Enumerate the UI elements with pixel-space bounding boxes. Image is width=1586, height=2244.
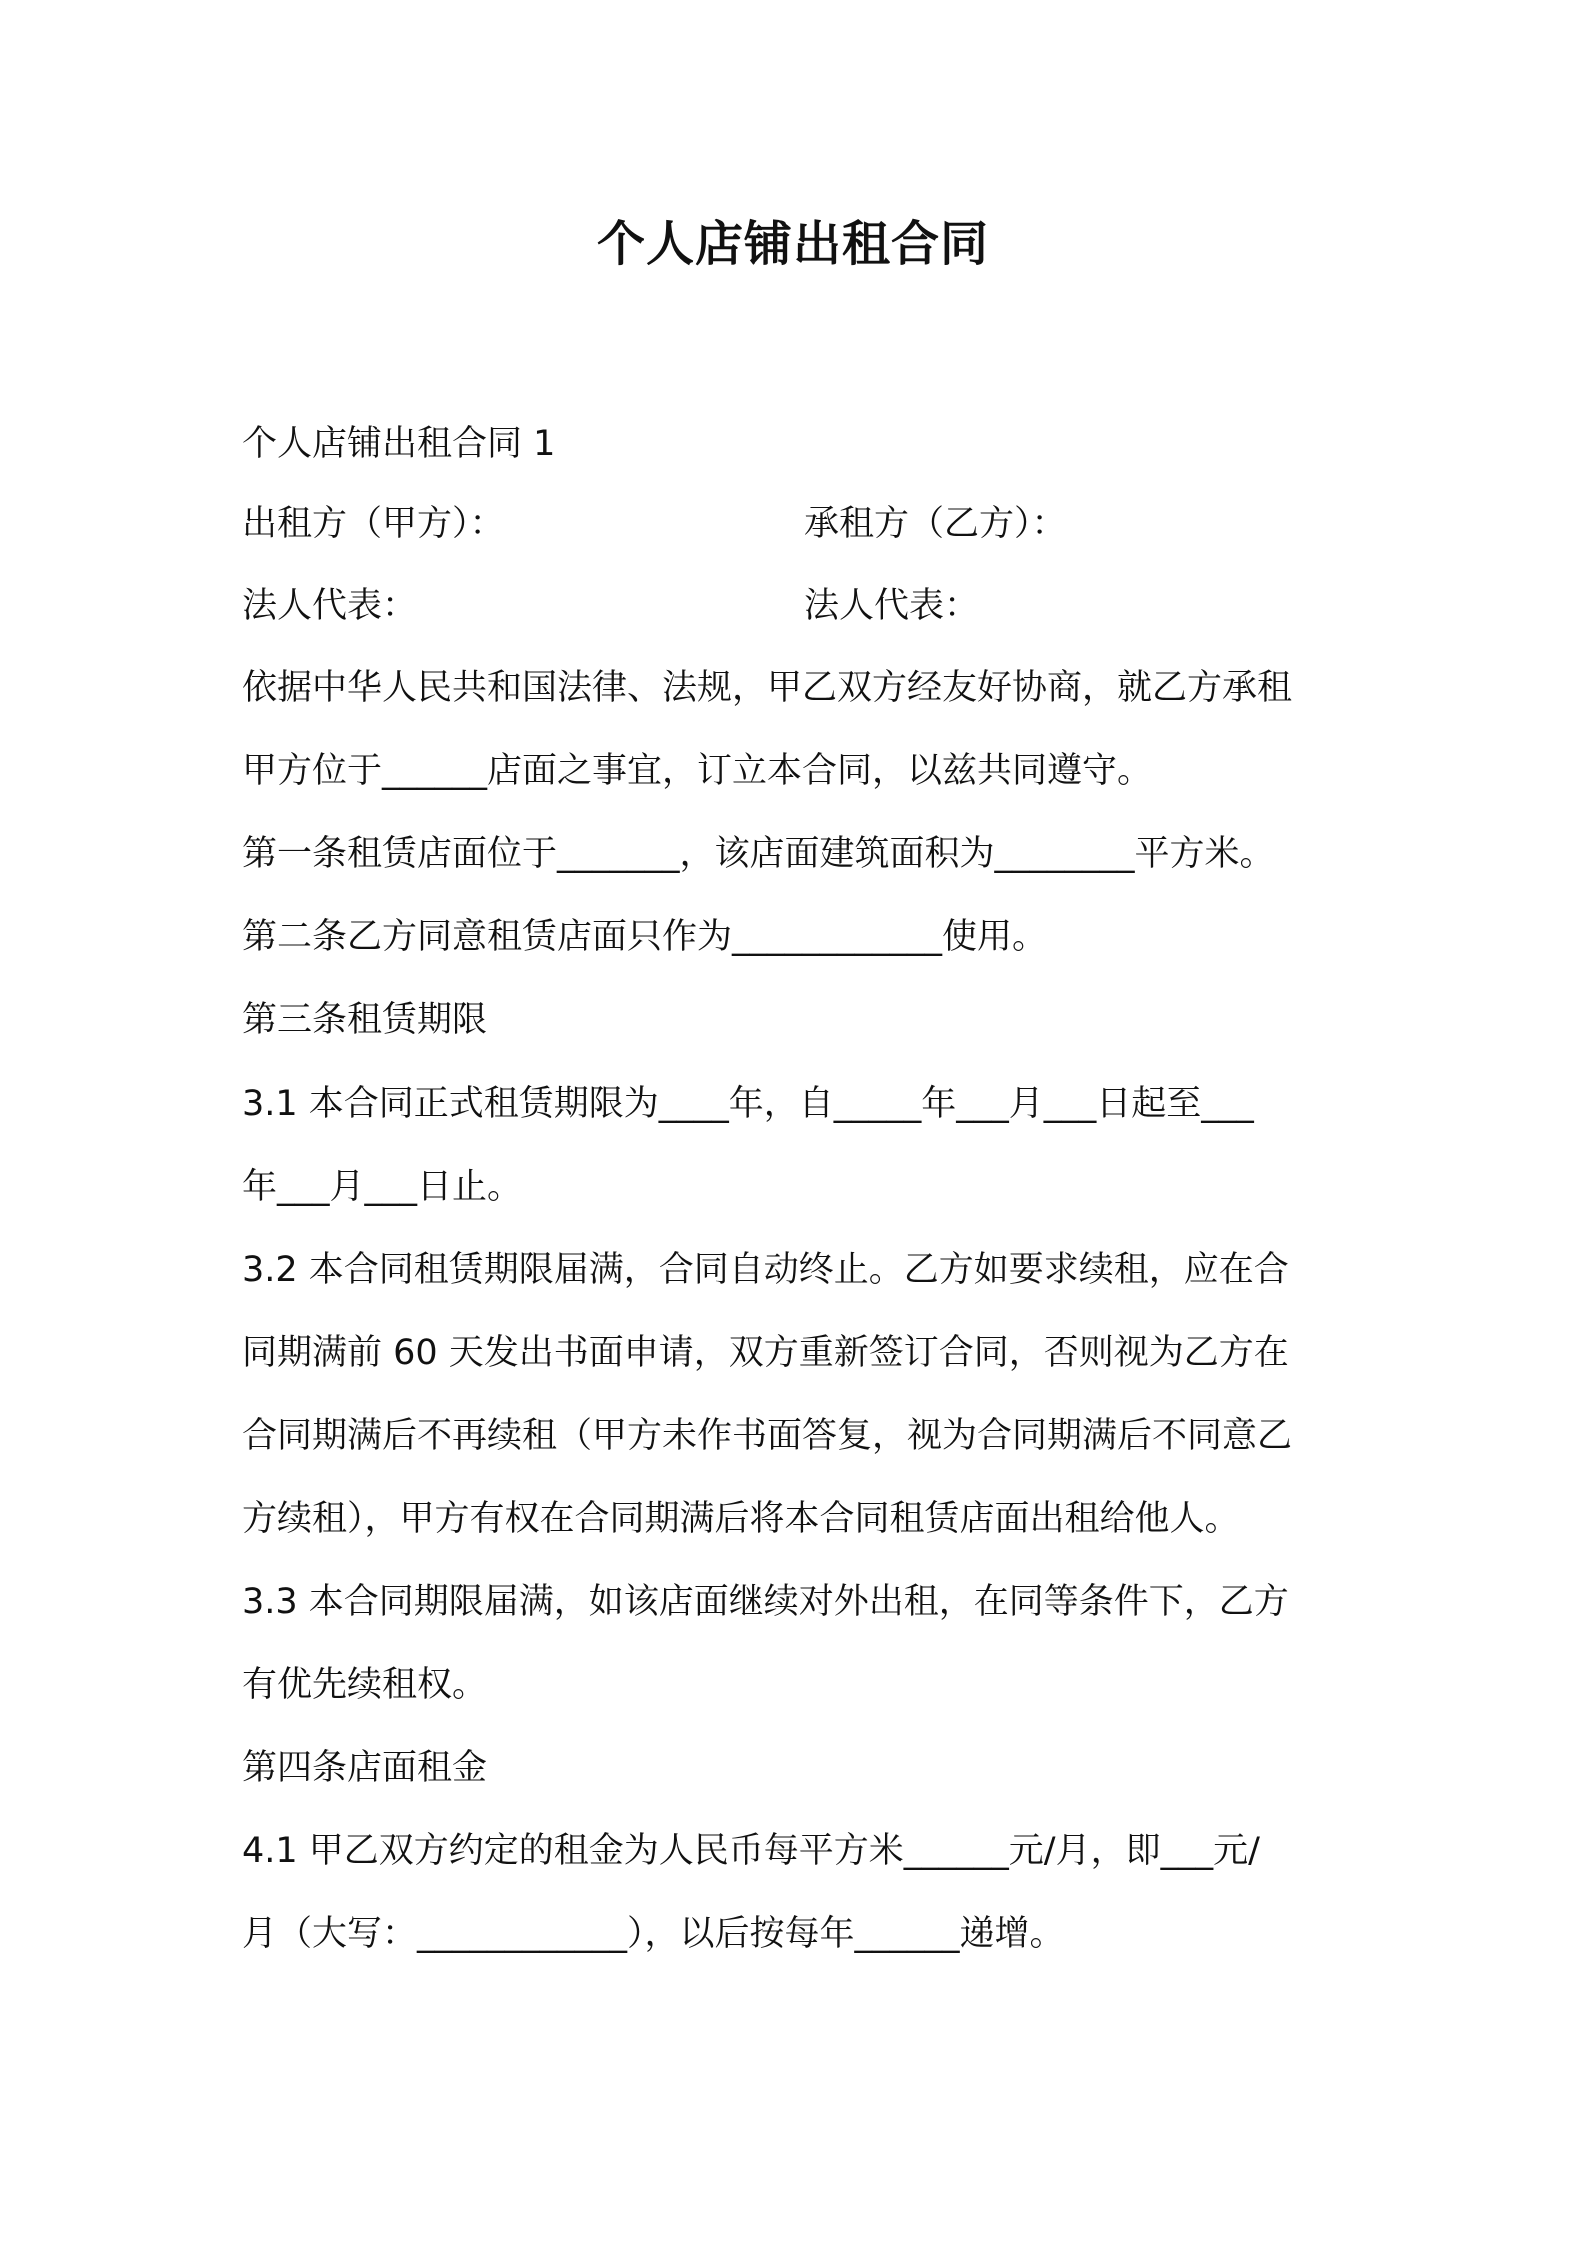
lessor-rep-label: 法人代表： xyxy=(242,586,418,626)
paragraph-line: 3.2 本合同租赁期限届满，合同自动终止。乙方如要求续租，应在合 xyxy=(242,1250,1289,1290)
section-heading: 第三条租赁期限 xyxy=(242,1000,488,1040)
paragraph-line: 依据中华人民共和国法律、法规，甲乙双方经友好协商，就乙方承租 xyxy=(242,668,1293,708)
paragraph-line: 有优先续租权。 xyxy=(242,1665,488,1705)
contract-subtitle: 个人店铺出租合同 1 xyxy=(242,424,556,464)
lessee-rep-label: 法人代表： xyxy=(804,586,980,626)
paragraph-line: 第一条租赁店面位于_______，该店面建筑面积为________平方米。 xyxy=(242,834,1275,874)
section-heading: 第四条店面租金 xyxy=(242,1748,488,1788)
paragraph-line: 3.1 本合同正式租赁期限为____年，自_____年___月___日起至___ xyxy=(242,1084,1254,1124)
paragraph-line: 甲方位于______店面之事宜，订立本合同，以兹共同遵守。 xyxy=(242,751,1153,791)
lessee-label: 承租方（乙方）： xyxy=(804,504,1067,544)
paragraph-line: 同期满前 60 天发出书面申请，双方重新签订合同，否则视为乙方在 xyxy=(242,1333,1289,1373)
paragraph-line: 合同期满后不再续租（甲方未作书面答复，视为合同期满后不同意乙 xyxy=(242,1416,1293,1456)
paragraph-line: 年___月___日止。 xyxy=(242,1167,523,1207)
document-title: 个人店铺出租合同 xyxy=(596,216,989,272)
lessor-label: 出租方（甲方）： xyxy=(242,504,505,544)
paragraph-line: 3.3 本合同期限届满，如该店面继续对外出租，在同等条件下，乙方 xyxy=(242,1582,1289,1622)
paragraph-line: 方续租），甲方有权在合同期满后将本合同租赁店面出租给他人。 xyxy=(242,1499,1240,1539)
paragraph-line: 4.1 甲乙双方约定的租金为人民币每平方米______元/月，即___元/ xyxy=(242,1831,1260,1871)
paragraph-line: 月（大写：____________），以后按每年______递增。 xyxy=(242,1914,1065,1954)
paragraph-line: 第二条乙方同意租赁店面只作为____________使用。 xyxy=(242,917,1048,957)
